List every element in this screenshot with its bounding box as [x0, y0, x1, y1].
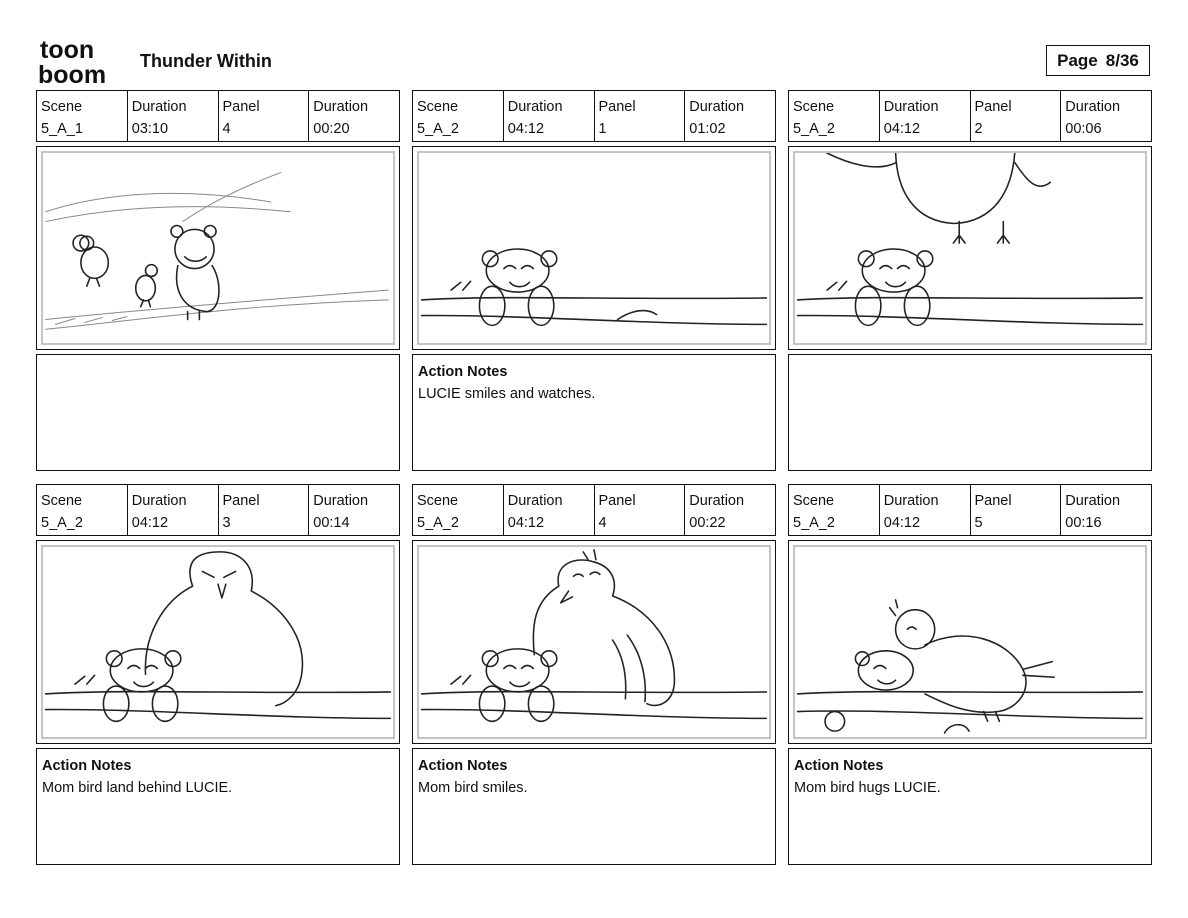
panel-image-4[interactable] — [36, 540, 400, 744]
scene-duration-cell: Duration 04:12 — [504, 91, 595, 141]
page-label: Page — [1057, 50, 1098, 70]
scene-cell: Scene 5_A_1 — [37, 91, 128, 141]
action-notes-5: Action Notes Mom bird smiles. — [412, 748, 776, 865]
sketch-bird-landing — [795, 153, 1145, 343]
panel-image-6[interactable] — [788, 540, 1152, 744]
panel-info-4 — [36, 484, 400, 536]
panel-info-1 — [36, 90, 400, 142]
panel-duration-cell: Duration 01:02 — [689, 99, 745, 137]
sketch-lucie-smiling — [419, 153, 769, 343]
panel-duration-cell: Duration 00:06 — [1065, 99, 1121, 137]
scene-duration-cell: Duration 04:12 — [880, 485, 971, 535]
sketch-mom-bird-smiles — [419, 547, 769, 737]
scene-duration-cell: Duration 04:12 — [128, 485, 219, 535]
logo-text-bottom: boom — [38, 61, 107, 86]
scene-duration-cell: Duration 03:10 — [128, 91, 219, 141]
action-notes-2: Action Notes LUCIE smiles and watches. — [412, 354, 776, 471]
action-notes-4: Action Notes Mom bird land behind LUCIE. — [36, 748, 400, 865]
logo-text-top: toon — [40, 38, 95, 64]
panel-info-5 — [412, 484, 776, 536]
page-number: 8/36 — [1105, 50, 1139, 70]
panel-info-2 — [412, 90, 776, 142]
scene-cell: Scene 5_A_2 — [789, 91, 880, 141]
action-notes-1 — [36, 354, 400, 471]
action-notes-6: Action Notes Mom bird hugs LUCIE. — [788, 748, 1152, 865]
panel-cell: Panel 5 — [971, 485, 1062, 535]
panel-cell: Panel 2 — [971, 91, 1062, 141]
scene-cell: Scene 5_A_2 — [37, 485, 128, 535]
panel-cell: Panel 3 — [219, 485, 310, 535]
panel-image-2[interactable] — [412, 146, 776, 350]
panel-cell: Panel 4 — [595, 485, 686, 535]
sketch-mom-bird-behind — [43, 547, 393, 737]
project-title: Thunder Within — [140, 51, 272, 71]
panel-duration-cell: Duration 00:16 — [1065, 493, 1121, 531]
panel-image-3[interactable] — [788, 146, 1152, 350]
panel-info-3 — [788, 90, 1152, 142]
panel-image-1[interactable] — [36, 146, 400, 350]
page-indicator — [1046, 45, 1150, 76]
panel-duration-cell: Duration 00:22 — [689, 493, 745, 531]
toonboom-logo — [38, 38, 126, 86]
scene-duration-cell: Duration 04:12 — [880, 91, 971, 141]
scene-cell: Scene 5_A_2 — [789, 485, 880, 535]
scene-cell: Scene 5_A_2 — [413, 91, 504, 141]
sketch-mom-bird-hugs — [795, 547, 1145, 737]
scene-cell: Scene 5_A_2 — [413, 485, 504, 535]
panel-cell: Panel 4 — [219, 91, 310, 141]
sketch-birds-and-lucie — [43, 153, 393, 343]
panel-image-5[interactable] — [412, 540, 776, 744]
action-notes-3 — [788, 354, 1152, 471]
panel-duration-cell: Duration 00:14 — [313, 493, 369, 531]
scene-duration-cell: Duration 04:12 — [504, 485, 595, 535]
panel-info-6 — [788, 484, 1152, 536]
panel-cell: Panel 1 — [595, 91, 686, 141]
panel-duration-cell: Duration 00:20 — [313, 99, 369, 137]
